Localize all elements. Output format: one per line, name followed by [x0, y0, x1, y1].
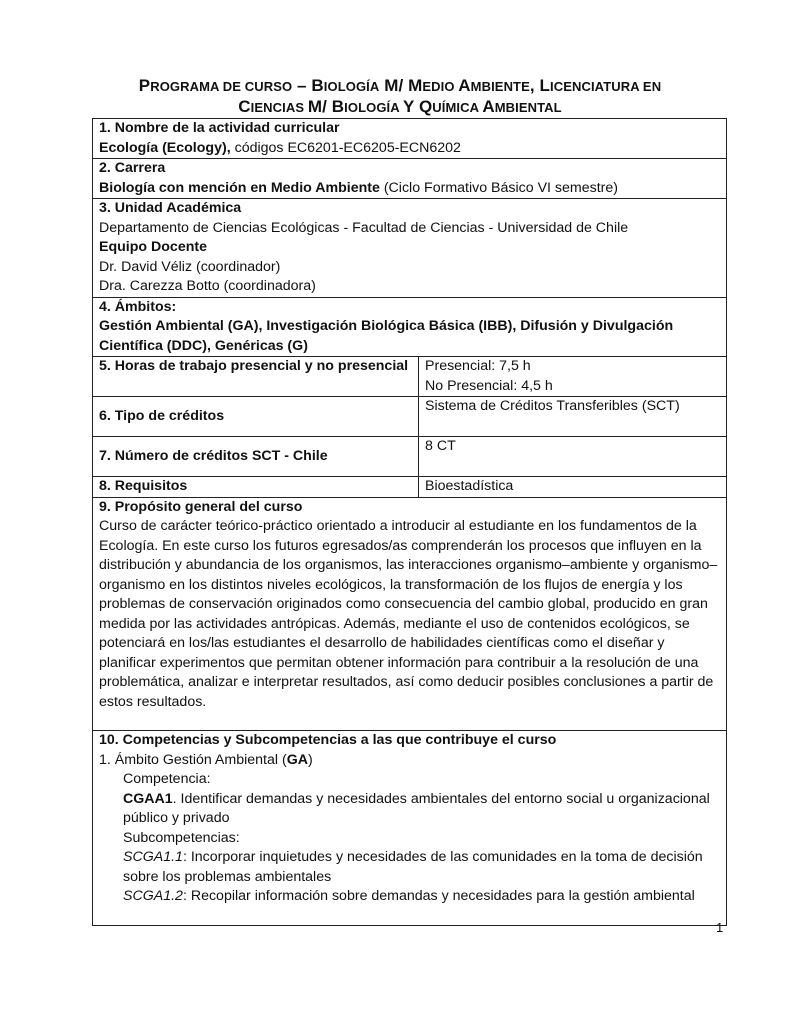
subcompetencia-scga1-2: SCGA1.2: Recopilar información sobre demandas y necesidades para la gestión ambiental [123, 888, 695, 904]
career-note: (Ciclo Formativo Básico VI semestre) [379, 179, 618, 196]
teacher-2: Dra. Carezza Botto (coordinadora) [99, 278, 316, 294]
section-2-career [93, 159, 727, 199]
career-name: Biología con mención en Medio Ambiente [99, 179, 380, 196]
credit-count-label: 7. Número de créditos SCT - Chile [93, 437, 419, 477]
page-number: 1 [716, 920, 724, 935]
section-6-credit-type [93, 397, 727, 437]
section-heading: 1. Nombre de la actividad curricular [99, 120, 340, 136]
requirements-value: Bioestadística [419, 477, 727, 498]
course-name: Ecología (Ecology), [99, 139, 231, 156]
section-4-scopes [93, 297, 727, 357]
credit-type-value: Sistema de Créditos Transferibles (SCT) [419, 397, 727, 437]
subcompetencias-label: Subcompetencias: [123, 829, 240, 846]
academic-unit: Departamento de Ciencias Ecológicas - Facultad de Ciencias - Universidad de Chile [99, 219, 629, 236]
section-7-credit-count [93, 437, 727, 477]
scopes-list: Gestión Ambiental (GA), Investigación Biológica Básica (IBB), Difusión y Divulgación Científica (DDC), Genéricas (G) [99, 318, 674, 354]
subcompetencia-scga1-1: SCGA1.1: Incorporar inquietudes y necesidades de las comunidades en la toma de decisión sobre los problemas ambientales [123, 849, 703, 885]
section-8-requirements [93, 477, 727, 498]
competencia-cgaa1: CGAA1. Identificar demandas y necesidades ambientales del entorno social u organizacional público y privado [123, 790, 710, 826]
purpose-body: Curso de carácter teórico-práctico orientado a introducir al estudiante en los fundamentos de la Ecología. En este curso los futuros egresados/as comprenderán los procesos que influyen en la distribución y abundancia de los organismos, las interacciones organismo–ambiente y organismo–organismo en los distintos niveles ecológicos, la transformación de los flujos de energía y los problemas de conservación originados como consecuencia del cambio global, producido en gran medida por las actividades antrópicas. Además, mediante el uso de contenidos ecológicos, se potenciará en los/las estudiantes el desarrollo de habilidades científicas como el diseñar y planificar experimentos que permitan obtener información para contribuir a la resolución de una problemática, analizar e interpretar resultados, así como deducir posibles conclusiones a partir de estos resultados. [99, 518, 718, 710]
presencial-hours: Presencial: 7,5 h [425, 358, 531, 374]
section-3-academic-unit [93, 199, 727, 298]
requirements-label: 8. Requisitos [93, 477, 419, 498]
section-heading: 2. Carrera [99, 160, 166, 176]
teacher-1: Dr. David Véliz (coordinador) [99, 258, 281, 275]
no-presencial-hours: No Presencial: 4,5 h [425, 377, 553, 394]
section-heading: 10. Competencias y Subcompetencias a las que contribuye el curso [99, 732, 557, 748]
credit-count-value: 8 CT [419, 437, 727, 477]
scope-gestion-ambiental: 1. Ámbito Gestión Ambiental (GA) [99, 751, 313, 768]
section-heading: 3. Unidad Académica [99, 200, 242, 216]
section-10-competencies [93, 731, 727, 926]
section-heading: 9. Propósito general del curso [99, 498, 303, 515]
competencia-label: Competencia: [123, 771, 211, 787]
document-title-line-2: CIENCIAS M/ BIOLOGÍA Y QUÍMICA AMBIENTAL [238, 97, 562, 116]
section-1-activity-name [93, 119, 727, 159]
teaching-team-heading: Equipo Docente [99, 239, 207, 255]
section-5-work-hours [93, 357, 727, 397]
credit-type-label: 6. Tipo de créditos [93, 397, 419, 437]
course-program-table [92, 118, 727, 926]
section-9-purpose [93, 497, 727, 731]
section-heading: 4. Ámbitos: [99, 298, 177, 315]
document-title-line-1: PROGRAMA DE CURSO – BIOLOGÍA M/ MEDIO AMBIENTE, LICENCIATURA EN [138, 76, 662, 95]
course-codes: códigos EC6201-EC6205-ECN6202 [230, 139, 461, 156]
work-hours-label: 5. Horas de trabajo presencial y no presencial [93, 357, 419, 397]
